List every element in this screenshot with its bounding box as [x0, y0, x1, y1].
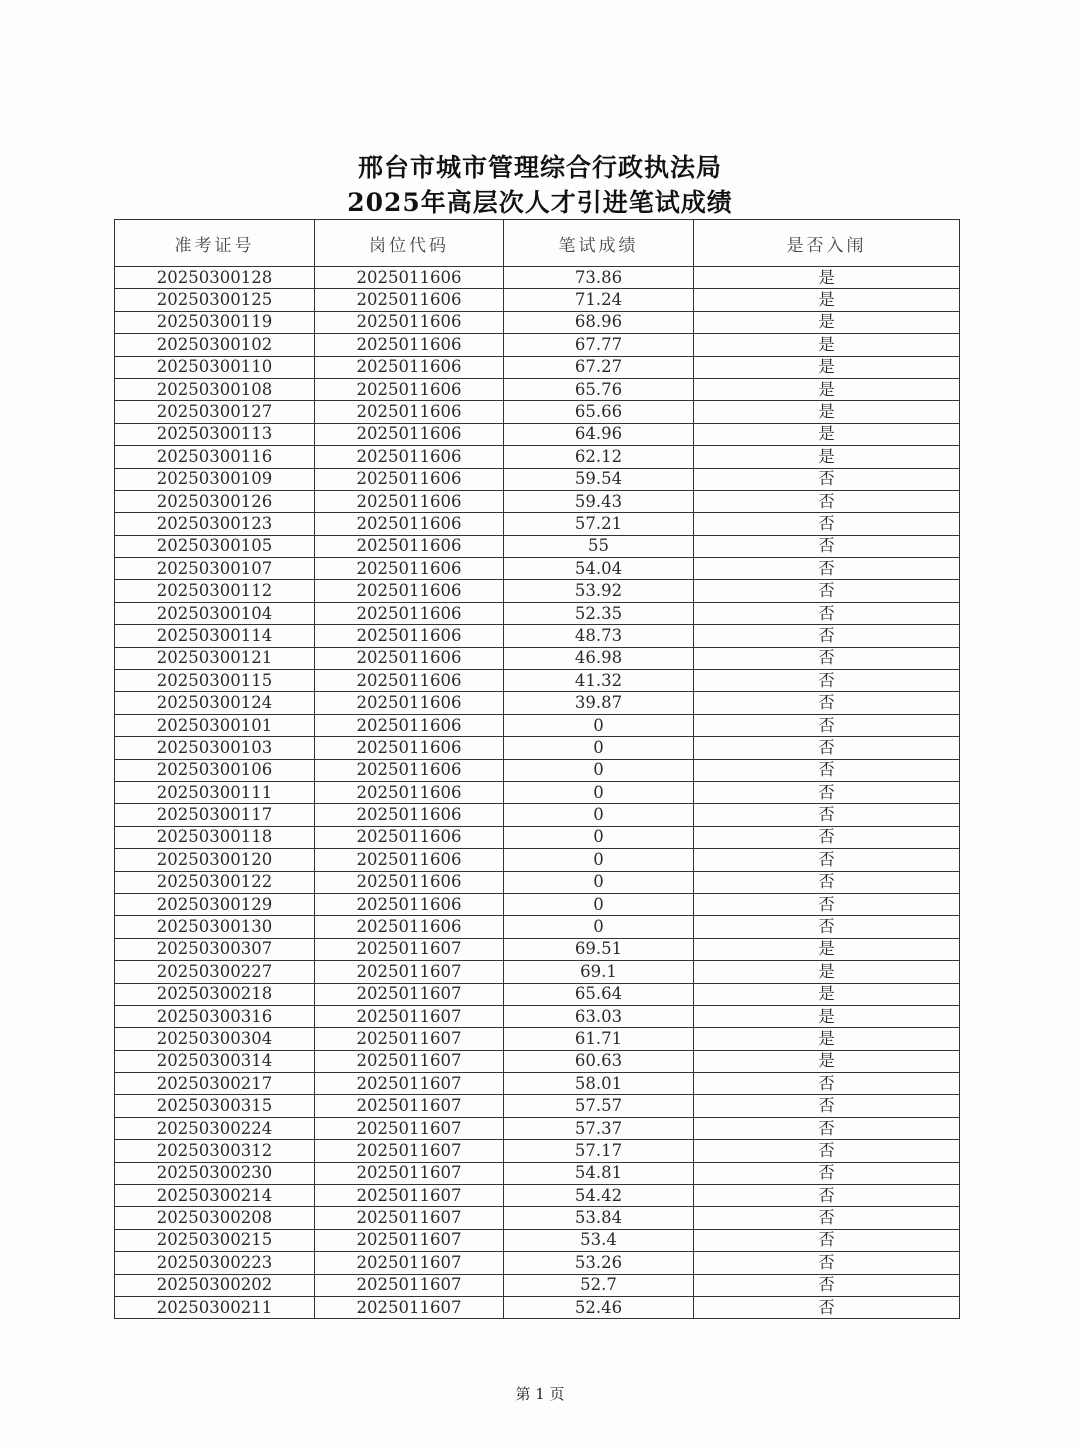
cell-written-score: 65.66: [504, 401, 694, 423]
cell-shortlisted: 否: [694, 1117, 960, 1139]
cell-position-code: 2025011607: [315, 1252, 504, 1274]
cell-written-score: 59.54: [504, 468, 694, 490]
cell-shortlisted: 是: [694, 378, 960, 400]
cell-exam-number: 20250300124: [115, 692, 315, 714]
cell-shortlisted: 否: [694, 647, 960, 669]
cell-shortlisted: 否: [694, 1252, 960, 1274]
cell-exam-number: 20250300312: [115, 1140, 315, 1162]
header-shortlisted: 是否入闱: [694, 220, 960, 267]
table-row: [115, 893, 960, 915]
cell-position-code: 2025011607: [315, 961, 504, 983]
cell-exam-number: 20250300223: [115, 1252, 315, 1274]
cell-shortlisted: 否: [694, 490, 960, 512]
cell-position-code: 2025011606: [315, 781, 504, 803]
cell-shortlisted: 是: [694, 311, 960, 333]
cell-written-score: 0: [504, 781, 694, 803]
cell-written-score: 0: [504, 737, 694, 759]
table-row: [115, 1095, 960, 1117]
cell-shortlisted: 否: [694, 1296, 960, 1318]
cell-written-score: 54.81: [504, 1162, 694, 1184]
table-row: [115, 670, 960, 692]
table-row: [115, 1140, 960, 1162]
cell-shortlisted: 否: [694, 625, 960, 647]
cell-exam-number: 20250300127: [115, 401, 315, 423]
cell-shortlisted: 否: [694, 871, 960, 893]
cell-written-score: 52.35: [504, 602, 694, 624]
cell-position-code: 2025011606: [315, 714, 504, 736]
cell-position-code: 2025011606: [315, 468, 504, 490]
table-row: [115, 468, 960, 490]
cell-position-code: 2025011607: [315, 1185, 504, 1207]
table-row: [115, 535, 960, 557]
cell-position-code: 2025011606: [315, 804, 504, 826]
cell-written-score: 0: [504, 849, 694, 871]
cell-exam-number: 20250300215: [115, 1229, 315, 1251]
cell-exam-number: 20250300115: [115, 670, 315, 692]
cell-position-code: 2025011606: [315, 401, 504, 423]
cell-written-score: 54.04: [504, 558, 694, 580]
table-row: [115, 625, 960, 647]
cell-shortlisted: 否: [694, 513, 960, 535]
table-row: [115, 1185, 960, 1207]
cell-position-code: 2025011606: [315, 602, 504, 624]
table-row: [115, 490, 960, 512]
cell-position-code: 2025011606: [315, 893, 504, 915]
cell-exam-number: 20250300315: [115, 1095, 315, 1117]
cell-shortlisted: 否: [694, 670, 960, 692]
cell-shortlisted: 否: [694, 916, 960, 938]
cell-written-score: 69.1: [504, 961, 694, 983]
cell-exam-number: 20250300120: [115, 849, 315, 871]
table-row: [115, 916, 960, 938]
cell-position-code: 2025011607: [315, 1207, 504, 1229]
cell-exam-number: 20250300214: [115, 1185, 315, 1207]
table-row: [115, 781, 960, 803]
header-written-score: 笔试成绩: [504, 220, 694, 267]
table-row: [115, 1117, 960, 1139]
cell-written-score: 39.87: [504, 692, 694, 714]
table-row: [115, 446, 960, 468]
cell-position-code: 2025011606: [315, 378, 504, 400]
cell-position-code: 2025011606: [315, 334, 504, 356]
cell-written-score: 65.76: [504, 378, 694, 400]
cell-exam-number: 20250300230: [115, 1162, 315, 1184]
cell-position-code: 2025011607: [315, 1274, 504, 1296]
cell-written-score: 57.17: [504, 1140, 694, 1162]
cell-written-score: 65.64: [504, 983, 694, 1005]
cell-shortlisted: 否: [694, 826, 960, 848]
cell-written-score: 52.46: [504, 1296, 694, 1318]
cell-exam-number: 20250300101: [115, 714, 315, 736]
cell-position-code: 2025011606: [315, 737, 504, 759]
table-row: [115, 1274, 960, 1296]
cell-exam-number: 20250300118: [115, 826, 315, 848]
cell-written-score: 46.98: [504, 647, 694, 669]
table-row: [115, 737, 960, 759]
cell-written-score: 48.73: [504, 625, 694, 647]
cell-exam-number: 20250300117: [115, 804, 315, 826]
cell-shortlisted: 是: [694, 983, 960, 1005]
cell-written-score: 0: [504, 916, 694, 938]
cell-written-score: 41.32: [504, 670, 694, 692]
table-header-row: [115, 220, 960, 267]
table-row: [115, 558, 960, 580]
cell-shortlisted: 是: [694, 289, 960, 311]
table-row: [115, 267, 960, 289]
cell-exam-number: 20250300211: [115, 1296, 315, 1318]
cell-written-score: 68.96: [504, 311, 694, 333]
table-row: [115, 983, 960, 1005]
cell-written-score: 60.63: [504, 1050, 694, 1072]
cell-position-code: 2025011606: [315, 513, 504, 535]
cell-written-score: 54.42: [504, 1185, 694, 1207]
cell-written-score: 67.77: [504, 334, 694, 356]
cell-position-code: 2025011606: [315, 759, 504, 781]
cell-shortlisted: 否: [694, 759, 960, 781]
cell-shortlisted: 否: [694, 558, 960, 580]
cell-written-score: 57.57: [504, 1095, 694, 1117]
cell-exam-number: 20250300125: [115, 289, 315, 311]
cell-shortlisted: 是: [694, 446, 960, 468]
table-row: [115, 961, 960, 983]
cell-written-score: 63.03: [504, 1005, 694, 1027]
cell-shortlisted: 是: [694, 938, 960, 960]
header-exam-number: 准考证号: [115, 220, 315, 267]
cell-exam-number: 20250300224: [115, 1117, 315, 1139]
cell-written-score: 53.84: [504, 1207, 694, 1229]
table-row: [115, 401, 960, 423]
cell-shortlisted: 否: [694, 535, 960, 557]
table-row: [115, 356, 960, 378]
cell-exam-number: 20250300109: [115, 468, 315, 490]
cell-exam-number: 20250300106: [115, 759, 315, 781]
cell-shortlisted: 是: [694, 401, 960, 423]
cell-shortlisted: 否: [694, 849, 960, 871]
cell-exam-number: 20250300126: [115, 490, 315, 512]
cell-exam-number: 20250300130: [115, 916, 315, 938]
cell-written-score: 57.37: [504, 1117, 694, 1139]
page-number: 第 1 页: [515, 1385, 565, 1403]
table-row: [115, 1050, 960, 1072]
cell-position-code: 2025011606: [315, 356, 504, 378]
cell-exam-number: 20250300128: [115, 267, 315, 289]
cell-written-score: 64.96: [504, 423, 694, 445]
cell-position-code: 2025011607: [315, 1073, 504, 1095]
cell-shortlisted: 否: [694, 1207, 960, 1229]
cell-exam-number: 20250300208: [115, 1207, 315, 1229]
cell-position-code: 2025011607: [315, 1050, 504, 1072]
cell-shortlisted: 否: [694, 1274, 960, 1296]
cell-position-code: 2025011606: [315, 558, 504, 580]
cell-shortlisted: 否: [694, 1095, 960, 1117]
cell-position-code: 2025011606: [315, 289, 504, 311]
cell-position-code: 2025011607: [315, 1162, 504, 1184]
cell-position-code: 2025011607: [315, 1117, 504, 1139]
cell-exam-number: 20250300116: [115, 446, 315, 468]
cell-written-score: 53.26: [504, 1252, 694, 1274]
cell-written-score: 55: [504, 535, 694, 557]
cell-written-score: 67.27: [504, 356, 694, 378]
table-row: [115, 1073, 960, 1095]
table-row: [115, 714, 960, 736]
cell-exam-number: 20250300316: [115, 1005, 315, 1027]
table-row: [115, 1162, 960, 1184]
cell-shortlisted: 是: [694, 334, 960, 356]
cell-position-code: 2025011606: [315, 916, 504, 938]
cell-position-code: 2025011607: [315, 1095, 504, 1117]
cell-position-code: 2025011607: [315, 1140, 504, 1162]
cell-exam-number: 20250300113: [115, 423, 315, 445]
cell-written-score: 71.24: [504, 289, 694, 311]
cell-shortlisted: 否: [694, 893, 960, 915]
cell-position-code: 2025011607: [315, 983, 504, 1005]
table-row: [115, 289, 960, 311]
table-row: [115, 423, 960, 445]
cell-shortlisted: 否: [694, 468, 960, 490]
cell-position-code: 2025011606: [315, 490, 504, 512]
table-row: [115, 692, 960, 714]
cell-written-score: 59.43: [504, 490, 694, 512]
cell-exam-number: 20250300123: [115, 513, 315, 535]
table-row: [115, 938, 960, 960]
cell-shortlisted: 否: [694, 1185, 960, 1207]
cell-position-code: 2025011606: [315, 826, 504, 848]
cell-position-code: 2025011607: [315, 938, 504, 960]
cell-written-score: 53.92: [504, 580, 694, 602]
cell-exam-number: 20250300105: [115, 535, 315, 557]
cell-written-score: 58.01: [504, 1073, 694, 1095]
cell-exam-number: 20250300108: [115, 378, 315, 400]
cell-exam-number: 20250300314: [115, 1050, 315, 1072]
cell-written-score: 73.86: [504, 267, 694, 289]
cell-written-score: 57.21: [504, 513, 694, 535]
cell-written-score: 61.71: [504, 1028, 694, 1050]
cell-shortlisted: 否: [694, 1229, 960, 1251]
cell-exam-number: 20250300217: [115, 1073, 315, 1095]
cell-position-code: 2025011606: [315, 670, 504, 692]
cell-position-code: 2025011607: [315, 1296, 504, 1318]
table-row: [115, 378, 960, 400]
cell-shortlisted: 否: [694, 692, 960, 714]
cell-shortlisted: 否: [694, 804, 960, 826]
cell-shortlisted: 否: [694, 781, 960, 803]
cell-position-code: 2025011606: [315, 647, 504, 669]
table-row: [115, 1005, 960, 1027]
table-row: [115, 804, 960, 826]
cell-shortlisted: 是: [694, 267, 960, 289]
cell-exam-number: 20250300218: [115, 983, 315, 1005]
cell-written-score: 0: [504, 714, 694, 736]
cell-exam-number: 20250300119: [115, 311, 315, 333]
document-title: 邢台市城市管理综合行政执法局: [357, 153, 722, 182]
cell-exam-number: 20250300202: [115, 1274, 315, 1296]
cell-written-score: 52.7: [504, 1274, 694, 1296]
table-row: [115, 647, 960, 669]
cell-written-score: 62.12: [504, 446, 694, 468]
cell-shortlisted: 是: [694, 356, 960, 378]
cell-shortlisted: 是: [694, 423, 960, 445]
cell-exam-number: 20250300102: [115, 334, 315, 356]
table-row: [115, 580, 960, 602]
cell-exam-number: 20250300129: [115, 893, 315, 915]
table-row: [115, 871, 960, 893]
cell-position-code: 2025011606: [315, 580, 504, 602]
cell-exam-number: 20250300111: [115, 781, 315, 803]
document-subtitle: 2025年高层次人才引进笔试成绩: [347, 188, 733, 217]
cell-position-code: 2025011606: [315, 311, 504, 333]
cell-written-score: 53.4: [504, 1229, 694, 1251]
cell-exam-number: 20250300110: [115, 356, 315, 378]
cell-shortlisted: 否: [694, 1162, 960, 1184]
cell-position-code: 2025011606: [315, 849, 504, 871]
cell-position-code: 2025011606: [315, 692, 504, 714]
cell-shortlisted: 否: [694, 1073, 960, 1095]
cell-written-score: 0: [504, 893, 694, 915]
cell-position-code: 2025011606: [315, 871, 504, 893]
table-row: [115, 311, 960, 333]
cell-shortlisted: 是: [694, 1028, 960, 1050]
cell-exam-number: 20250300304: [115, 1028, 315, 1050]
cell-position-code: 2025011606: [315, 267, 504, 289]
score-table: [114, 219, 960, 1319]
header-position-code: 岗位代码: [315, 220, 504, 267]
cell-position-code: 2025011606: [315, 446, 504, 468]
cell-exam-number: 20250300121: [115, 647, 315, 669]
cell-position-code: 2025011606: [315, 535, 504, 557]
cell-written-score: 0: [504, 804, 694, 826]
cell-exam-number: 20250300103: [115, 737, 315, 759]
table-row: [115, 1296, 960, 1318]
cell-exam-number: 20250300227: [115, 961, 315, 983]
table-row: [115, 1207, 960, 1229]
table-row: [115, 826, 960, 848]
table-row: [115, 513, 960, 535]
cell-exam-number: 20250300307: [115, 938, 315, 960]
table-row: [115, 849, 960, 871]
cell-exam-number: 20250300122: [115, 871, 315, 893]
cell-written-score: 0: [504, 759, 694, 781]
cell-position-code: 2025011606: [315, 625, 504, 647]
cell-shortlisted: 否: [694, 1140, 960, 1162]
cell-written-score: 69.51: [504, 938, 694, 960]
cell-shortlisted: 是: [694, 1005, 960, 1027]
cell-exam-number: 20250300112: [115, 580, 315, 602]
cell-shortlisted: 否: [694, 580, 960, 602]
cell-exam-number: 20250300114: [115, 625, 315, 647]
cell-position-code: 2025011607: [315, 1028, 504, 1050]
cell-shortlisted: 否: [694, 737, 960, 759]
table-row: [115, 759, 960, 781]
cell-written-score: 0: [504, 826, 694, 848]
table-row: [115, 334, 960, 356]
cell-position-code: 2025011607: [315, 1229, 504, 1251]
cell-written-score: 0: [504, 871, 694, 893]
cell-exam-number: 20250300104: [115, 602, 315, 624]
cell-shortlisted: 否: [694, 714, 960, 736]
cell-position-code: 2025011606: [315, 423, 504, 445]
cell-shortlisted: 是: [694, 1050, 960, 1072]
table-row: [115, 1229, 960, 1251]
cell-shortlisted: 否: [694, 602, 960, 624]
cell-shortlisted: 是: [694, 961, 960, 983]
cell-position-code: 2025011607: [315, 1005, 504, 1027]
table-row: [115, 1028, 960, 1050]
cell-exam-number: 20250300107: [115, 558, 315, 580]
table-row: [115, 1252, 960, 1274]
table-body: [115, 267, 960, 1319]
table-row: [115, 602, 960, 624]
